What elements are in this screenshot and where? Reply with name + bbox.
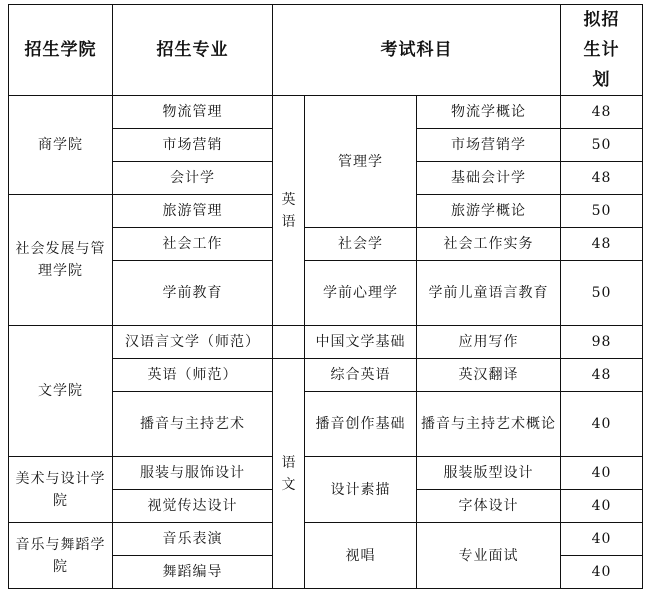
plan-cell: 50 bbox=[561, 195, 643, 228]
plan-cell: 50 bbox=[561, 129, 643, 162]
group-english-cell: 英语 bbox=[273, 96, 305, 326]
plan-cell: 48 bbox=[561, 162, 643, 195]
college-cell: 社会发展与管理学院 bbox=[9, 195, 113, 326]
major-cell: 播音与主持艺术 bbox=[113, 392, 273, 457]
table-row bbox=[9, 96, 643, 129]
subject2-cell: 物流学概论 bbox=[417, 96, 561, 129]
subject2-cell: 基础会计学 bbox=[417, 162, 561, 195]
plan-cell: 48 bbox=[561, 96, 643, 129]
plan-cell: 40 bbox=[561, 392, 643, 457]
subject1-cell: 中国文学基础 bbox=[305, 326, 417, 359]
major-cell: 学前教育 bbox=[113, 261, 273, 326]
header-major: 招生专业 bbox=[113, 5, 273, 96]
header-subjects: 考试科目 bbox=[273, 5, 561, 96]
subject1-cell: 管理学 bbox=[305, 96, 417, 228]
major-cell: 市场营销 bbox=[113, 129, 273, 162]
header-row bbox=[9, 5, 643, 96]
college-cell: 美术与设计学院 bbox=[9, 457, 113, 523]
group-chinese-cell: 语文 bbox=[273, 359, 305, 589]
plan-cell: 48 bbox=[561, 228, 643, 261]
major-cell: 舞蹈编导 bbox=[113, 556, 273, 589]
plan-cell: 40 bbox=[561, 490, 643, 523]
plan-cell: 40 bbox=[561, 556, 643, 589]
plan-cell: 48 bbox=[561, 359, 643, 392]
table-row bbox=[9, 523, 643, 556]
subject2-cell: 社会工作实务 bbox=[417, 228, 561, 261]
table-row bbox=[9, 326, 643, 359]
subject2-cell: 播音与主持艺术概论 bbox=[417, 392, 561, 457]
subject2-cell: 服装版型设计 bbox=[417, 457, 561, 490]
major-cell: 社会工作 bbox=[113, 228, 273, 261]
major-cell: 汉语言文学（师范） bbox=[113, 326, 273, 359]
major-cell: 会计学 bbox=[113, 162, 273, 195]
plan-cell: 40 bbox=[561, 523, 643, 556]
subject2-cell: 英汉翻译 bbox=[417, 359, 561, 392]
plan-cell: 50 bbox=[561, 261, 643, 326]
subject2-cell: 应用写作 bbox=[417, 326, 561, 359]
admissions-table bbox=[8, 4, 643, 589]
subject1-cell: 设计素描 bbox=[305, 457, 417, 523]
plan-cell: 40 bbox=[561, 457, 643, 490]
subject2-cell: 旅游学概论 bbox=[417, 195, 561, 228]
college-cell: 音乐与舞蹈学院 bbox=[9, 523, 113, 589]
major-cell: 服装与服饰设计 bbox=[113, 457, 273, 490]
college-cell: 文学院 bbox=[9, 326, 113, 457]
college-cell: 商学院 bbox=[9, 96, 113, 195]
subject2-cell: 字体设计 bbox=[417, 490, 561, 523]
major-cell: 旅游管理 bbox=[113, 195, 273, 228]
empty-group-cell bbox=[273, 326, 305, 359]
subject1-cell: 学前心理学 bbox=[305, 261, 417, 326]
subject1-cell: 综合英语 bbox=[305, 359, 417, 392]
subject2-cell: 市场营销学 bbox=[417, 129, 561, 162]
major-cell: 英语（师范） bbox=[113, 359, 273, 392]
header-college: 招生学院 bbox=[9, 5, 113, 96]
subject1-cell: 播音创作基础 bbox=[305, 392, 417, 457]
plan-cell: 98 bbox=[561, 326, 643, 359]
admissions-table-container bbox=[8, 4, 642, 589]
major-cell: 视觉传达设计 bbox=[113, 490, 273, 523]
major-cell: 物流管理 bbox=[113, 96, 273, 129]
subject2-cell: 学前儿童语言教育 bbox=[417, 261, 561, 326]
subject1-cell: 视唱 bbox=[305, 523, 417, 589]
major-cell: 音乐表演 bbox=[113, 523, 273, 556]
subject1-cell: 社会学 bbox=[305, 228, 417, 261]
header-plan: 拟招生计划 bbox=[561, 5, 643, 96]
subject2-cell: 专业面试 bbox=[417, 523, 561, 589]
table-row bbox=[9, 457, 643, 490]
